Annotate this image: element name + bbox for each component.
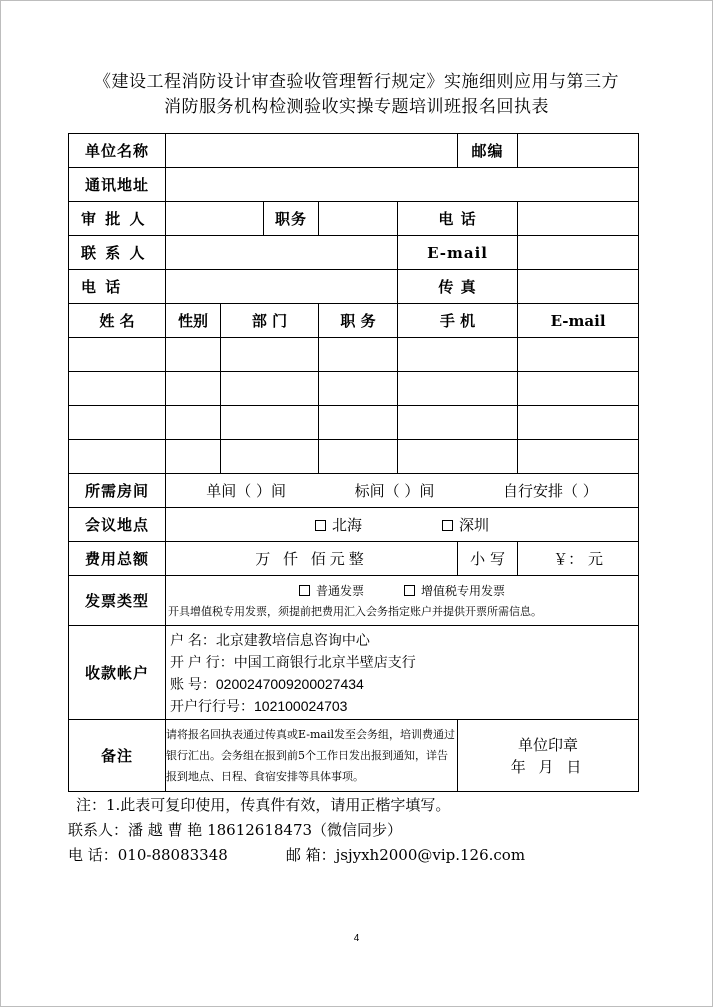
unit-name-field[interactable] <box>166 134 458 168</box>
tel-label: 电 话 <box>69 270 166 304</box>
page-number: 4 <box>353 933 360 944</box>
checkbox-icon[interactable] <box>299 585 310 596</box>
account-label: 收款帐户 <box>69 626 166 720</box>
participant-email-cell[interactable] <box>518 440 639 474</box>
participant-mobile-cell[interactable] <box>398 338 518 372</box>
document-title-line2: 消防服务机构检测验收实操专题培训班报名回执表 <box>164 97 549 117</box>
address-label: 通讯地址 <box>69 168 166 202</box>
approver-position-label: 职务 <box>264 202 319 236</box>
account-bank: 开 户 行：中国工商银行北京半壁店支行 <box>170 653 416 670</box>
email-field[interactable] <box>518 236 639 270</box>
approver-field[interactable] <box>166 202 264 236</box>
participant-row <box>69 440 639 474</box>
contact-line: 联系人：潘 越 曹 艳 18612618473（微信同步） <box>68 821 403 839</box>
approver-phone-field[interactable] <box>518 202 639 236</box>
invoice-option-normal[interactable]: 普通发票 <box>299 582 364 599</box>
notes-section <box>68 793 668 868</box>
participant-row <box>69 372 639 406</box>
participant-name-cell[interactable] <box>69 372 166 406</box>
fee-amount-words[interactable]: 万 仟 佰元整 <box>166 542 458 576</box>
remarks-label: 备注 <box>69 720 166 792</box>
invoice-note: 开具增值税专用发票，须提前把费用汇入会务指定账户并提供开票所需信息。 <box>168 605 542 618</box>
participant-mobile-cell[interactable] <box>398 372 518 406</box>
tel-field[interactable] <box>166 270 398 304</box>
participant-gender-cell[interactable] <box>166 338 221 372</box>
approver-label: 审 批 人 <box>69 202 166 236</box>
invoice-label: 发票类型 <box>69 576 166 626</box>
participant-mobile-cell[interactable] <box>398 440 518 474</box>
document-title-line1: 《建设工程消防设计审查验收管理暂行规定》实施细则应用与第三方 <box>94 72 619 92</box>
unit-name-label: 单位名称 <box>69 134 166 168</box>
participant-department-cell[interactable] <box>221 372 319 406</box>
invoice-options <box>166 582 638 599</box>
participant-gender-cell[interactable] <box>166 406 221 440</box>
participant-position-cell[interactable] <box>319 440 398 474</box>
room-option-single[interactable]: 单间（ ）间 <box>206 482 287 500</box>
postcode-field[interactable] <box>518 134 639 168</box>
header-gender: 性别 <box>166 304 221 338</box>
remarks-text: 请将报名回执表通过传真或E-mail发至会务组，培训费通过银行汇出。会务组在报到前5个工作日发出报到通知，详告报到地点、日程、食宿安排等具体事项。 <box>166 720 458 792</box>
invoice-option-vat[interactable]: 增值税专用发票 <box>404 582 505 599</box>
participant-row <box>69 338 639 372</box>
office-email: 邮 箱：jsjyxh2000@vip.126.com <box>285 846 526 864</box>
participant-email-cell[interactable] <box>518 338 639 372</box>
participant-name-cell[interactable] <box>69 406 166 440</box>
participant-department-cell[interactable] <box>221 406 319 440</box>
fee-label: 费用总额 <box>69 542 166 576</box>
room-label: 所需房间 <box>69 474 166 508</box>
room-option-self[interactable]: 自行安排（ ） <box>502 482 598 500</box>
venue-option-shenzhen[interactable]: 深圳 <box>442 514 489 535</box>
venue-option-beihai[interactable]: 北海 <box>315 514 362 535</box>
participant-gender-cell[interactable] <box>166 440 221 474</box>
participant-gender-cell[interactable] <box>166 372 221 406</box>
approver-position-field[interactable] <box>319 202 398 236</box>
participant-position-cell[interactable] <box>319 406 398 440</box>
fee-small-label: 小 写 <box>458 542 518 576</box>
header-position: 职 务 <box>319 304 398 338</box>
header-mobile: 手 机 <box>398 304 518 338</box>
participant-email-cell[interactable] <box>518 406 639 440</box>
approver-phone-label: 电 话 <box>398 202 518 236</box>
registration-form-table <box>68 133 639 792</box>
office-phone: 电 话：010-88083348 <box>68 846 228 864</box>
header-name: 姓 名 <box>69 304 166 338</box>
seal-label: 单位印章 <box>518 735 579 754</box>
postcode-label: 邮编 <box>458 134 518 168</box>
room-options <box>166 480 638 501</box>
participant-position-cell[interactable] <box>319 338 398 372</box>
checkbox-icon[interactable] <box>404 585 415 596</box>
fax-field[interactable] <box>518 270 639 304</box>
venue-options <box>166 514 638 535</box>
address-field[interactable] <box>166 168 639 202</box>
contact-label: 联 系 人 <box>69 236 166 270</box>
phone-email-line <box>68 843 668 868</box>
contact-field[interactable] <box>166 236 398 270</box>
account-number: 账 号：0200247009200027434 <box>170 675 364 692</box>
seal-date: 年 月 日 <box>510 757 586 776</box>
account-bank-code: 开户行行号：102100024703 <box>170 697 348 714</box>
participant-name-cell[interactable] <box>69 338 166 372</box>
participant-name-cell[interactable] <box>69 440 166 474</box>
fee-small-value[interactable]: ￥： 元 <box>518 542 639 576</box>
room-option-double[interactable]: 标间（ ）间 <box>354 482 435 500</box>
participants-header-row <box>69 304 639 338</box>
participant-department-cell[interactable] <box>221 440 319 474</box>
header-department: 部 门 <box>221 304 319 338</box>
fax-label: 传 真 <box>398 270 518 304</box>
participant-department-cell[interactable] <box>221 338 319 372</box>
account-holder: 户 名：北京建教培信息咨询中心 <box>170 631 370 648</box>
checkbox-icon[interactable] <box>442 520 453 531</box>
venue-label: 会议地点 <box>69 508 166 542</box>
participant-email-cell[interactable] <box>518 372 639 406</box>
participant-row <box>69 406 639 440</box>
participant-position-cell[interactable] <box>319 372 398 406</box>
header-email: E-mail <box>518 304 639 338</box>
email-label: E-mail <box>398 236 518 270</box>
participant-mobile-cell[interactable] <box>398 406 518 440</box>
note-line: 注：1.此表可复印使用，传真件有效，请用正楷字填写。 <box>76 796 451 814</box>
checkbox-icon[interactable] <box>315 520 326 531</box>
